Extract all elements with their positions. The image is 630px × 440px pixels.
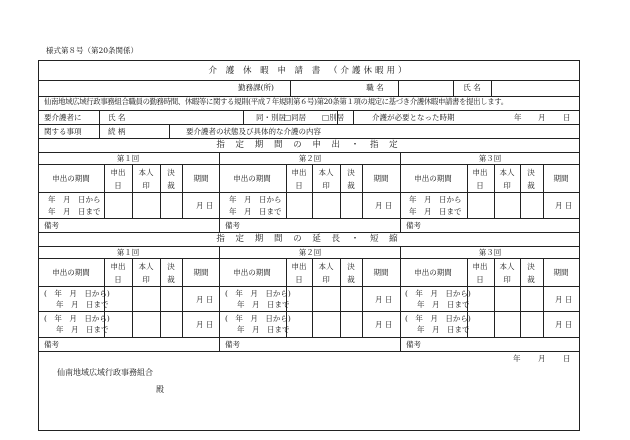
s2-r1-app-header-2: 日 (114, 275, 122, 284)
round-divider (400, 246, 401, 351)
s1-r3-self-header: 本人 (499, 168, 515, 177)
s1-r3-remarks[interactable]: 備考 (406, 221, 421, 230)
s2-r3-row2-from[interactable]: ( 年 月 日から) (405, 314, 471, 323)
s1-r2-term-header: 期間 (373, 174, 389, 183)
section-designation-title: 指 定 期 間 の 申 出 ・ 指 定 (216, 140, 402, 150)
addressee-organization: 仙南地域広域行政事務組合 (57, 368, 153, 377)
intro-statement: 仙南地域広域行政事務組合職員の勤務時間、休暇等に関する規則(平成７年規則第６号)第20条第１項の規定に基づき介護休暇申請書を提出します。 (44, 97, 508, 106)
care-relation-label: 続 柄 (108, 127, 126, 136)
section-extension-title: 指 定 期 間 の 延 長 ・ 短 縮 (216, 234, 402, 244)
s1-r1-term-value[interactable]: 月 日 (196, 201, 214, 210)
care-divider (243, 110, 244, 124)
care-name-label: 氏 名 (108, 113, 126, 122)
s2-round-2-label: 第２回 (298, 248, 322, 257)
s1-r1-from[interactable]: 年 月 日から (48, 195, 101, 204)
s2-r2-row1-term[interactable]: 月 日 (375, 295, 393, 304)
rule-s2-round-bottom (38, 258, 580, 259)
s1-r1-to[interactable]: 年 月 日まで (48, 207, 101, 216)
s2-r1-row2-from[interactable]: ( 年 月 日から) (44, 314, 110, 323)
rule-section1-bottom (38, 152, 580, 153)
round-divider (400, 152, 401, 218)
col-divider (494, 164, 495, 218)
s2-r1-row1-term[interactable]: 月 日 (196, 295, 214, 304)
s2-r1-dec-header-2: 裁 (167, 275, 175, 284)
s2-r2-row2-to[interactable]: 年 月 日まで (237, 325, 290, 334)
s1-r3-period-header: 申出の期間 (414, 174, 452, 183)
s2-r2-dec-header: 決 (347, 262, 355, 271)
s2-r3-app-header-2: 日 (476, 275, 484, 284)
col-divider (160, 164, 161, 218)
col-divider (543, 164, 544, 218)
care-divider (353, 110, 354, 124)
s2-r1-row1-to[interactable]: 年 月 日まで (56, 300, 109, 309)
s2-r3-row2-term[interactable]: 月 日 (555, 320, 573, 329)
s1-r3-self-header-2: 印 (503, 181, 511, 190)
s1-r2-dec-header: 決 (347, 168, 355, 177)
care-divider (169, 124, 170, 138)
round-divider (400, 218, 401, 232)
s1-r2-app-header: 申出 (291, 168, 307, 177)
s1-r1-self-header: 本人 (138, 168, 154, 177)
care-name-field[interactable] (130, 111, 243, 124)
s1-r2-self-header: 本人 (318, 168, 334, 177)
s1-r2-remarks[interactable]: 備考 (225, 221, 240, 230)
s2-r1-row2-term[interactable]: 月 日 (196, 320, 214, 329)
s2-r2-row2-from[interactable]: ( 年 月 日から) (225, 314, 291, 323)
s1-r3-dec-header-2: 裁 (527, 181, 535, 190)
s1-r2-to[interactable]: 年 月 日まで (229, 207, 282, 216)
rule-s1-remarks-bottom (38, 232, 580, 233)
living-same-label: 同・別居 (256, 113, 286, 122)
s1-r1-remarks[interactable]: 備考 (44, 221, 59, 230)
form-number-label: 様式第８号（第20条関係） (46, 46, 139, 55)
s2-r2-self-header-2: 印 (322, 275, 330, 284)
col-divider (543, 258, 544, 337)
s2-r2-row1-from[interactable]: ( 年 月 日から) (225, 289, 291, 298)
s2-r2-remarks[interactable]: 備考 (225, 340, 240, 349)
s1-r3-term-header: 期間 (553, 174, 569, 183)
s2-r1-self-header-2: 印 (142, 275, 150, 284)
rule-section2-bottom (38, 246, 580, 247)
col-divider (340, 258, 341, 337)
s1-r3-app-header: 申出 (472, 168, 488, 177)
care-detail-field[interactable] (337, 125, 580, 138)
applicant-name-field[interactable] (491, 81, 580, 96)
round-1-label: 第１回 (116, 154, 140, 163)
col-divider (132, 164, 133, 218)
s1-r3-term-value[interactable]: 月 日 (555, 201, 573, 210)
s2-round-1-label: 第１回 (116, 248, 140, 257)
header-divider (453, 80, 454, 96)
s2-r3-row1-to[interactable]: 年 月 日まで (417, 300, 470, 309)
s2-round-3-label: 第３回 (478, 248, 502, 257)
need-period-label: 介護が必要となった時期 (372, 113, 455, 122)
s1-r2-term-value[interactable]: 月 日 (375, 201, 393, 210)
s2-r3-row2-to[interactable]: 年 月 日まで (417, 325, 470, 334)
rule-care-bottom (38, 138, 580, 139)
col-divider (467, 164, 468, 218)
col-divider (362, 164, 363, 218)
rule-intro-bottom (38, 110, 580, 111)
s2-r3-period-header: 申出の期間 (414, 268, 452, 277)
s1-r1-term-header: 期間 (193, 174, 209, 183)
rule-s2-header-bottom (38, 286, 580, 287)
s2-r3-row1-from[interactable]: ( 年 月 日から) (405, 289, 471, 298)
round-2-label: 第２回 (298, 154, 322, 163)
rule-s2-row1-bottom (38, 311, 580, 312)
s2-r3-dec-header-2: 裁 (527, 275, 535, 284)
s1-r1-self-header-2: 印 (142, 181, 150, 190)
post-label: 職 名 (366, 83, 384, 92)
round-3-label: 第３回 (478, 154, 502, 163)
s1-r2-from[interactable]: 年 月 日から (229, 195, 282, 204)
care-detail-label: 要介護者の状態及び具体的な介護の内容 (186, 127, 321, 136)
s1-r1-dec-header: 決 (167, 168, 175, 177)
s1-r1-app-header: 申出 (110, 168, 126, 177)
form-title: 介 護 休 暇 申 請 書 （介護休暇用） (208, 66, 410, 76)
col-divider (286, 164, 287, 218)
s1-r3-to[interactable]: 年 月 日まで (409, 207, 462, 216)
s2-r1-row1-from[interactable]: ( 年 月 日から) (44, 289, 110, 298)
separate-checkbox[interactable]: □別居 (322, 113, 345, 122)
col-divider (104, 164, 105, 218)
s2-r2-term-header: 期間 (373, 268, 389, 277)
col-divider (520, 258, 521, 337)
s2-r3-self-header-2: 印 (503, 275, 511, 284)
cohabit-checkbox[interactable]: □同居 (284, 113, 307, 122)
s1-r2-dec-header-2: 裁 (347, 181, 355, 190)
rule-s1-header-bottom (38, 192, 580, 193)
s2-r2-app-header: 申出 (291, 262, 307, 271)
addressee-honorific: 殿 (156, 385, 164, 394)
s2-r1-term-header: 期間 (193, 268, 209, 277)
care-divider (99, 110, 100, 138)
s1-r3-from[interactable]: 年 月 日から (409, 195, 462, 204)
s2-r1-row2-to[interactable]: 年 月 日まで (56, 325, 109, 334)
s1-r2-app-header-2: 日 (295, 181, 303, 190)
s2-r3-term-header: 期間 (553, 268, 569, 277)
s1-r1-period-header: 申出の期間 (52, 174, 90, 183)
s1-r3-dec-header: 決 (527, 168, 535, 177)
rule-s1-data-bottom (38, 218, 580, 219)
s2-r2-app-header-2: 日 (295, 275, 303, 284)
round-divider (219, 218, 220, 232)
s1-r3-app-header-2: 日 (476, 181, 484, 190)
footer-year[interactable]: 年 (513, 354, 521, 363)
care-section-label-2: 関する事項 (44, 127, 82, 136)
col-divider (520, 164, 521, 218)
col-divider (494, 258, 495, 337)
rule-s2-row2-bottom (38, 337, 580, 338)
col-divider (362, 258, 363, 337)
round-divider (219, 246, 220, 351)
s2-r3-self-header: 本人 (499, 262, 515, 271)
col-divider (160, 258, 161, 337)
s2-r3-dec-header: 決 (527, 262, 535, 271)
s2-r3-row1-term[interactable]: 月 日 (555, 295, 573, 304)
s2-r2-self-header: 本人 (318, 262, 334, 271)
footer-month[interactable]: 月 (538, 354, 546, 363)
s1-r1-dec-header-2: 裁 (167, 181, 175, 190)
rule-s2-remarks-bottom (38, 351, 580, 352)
s2-r2-row1-to[interactable]: 年 月 日まで (237, 300, 290, 309)
s2-r2-dec-header-2: 裁 (347, 275, 355, 284)
s1-r1-app-header-2: 日 (114, 181, 122, 190)
care-section-label-1: 要介護者に (44, 113, 82, 122)
post-field[interactable] (398, 81, 453, 96)
rule-s1-round-bottom (38, 164, 580, 165)
s2-r3-remarks[interactable]: 備考 (406, 340, 421, 349)
need-month-label: 月 (538, 113, 546, 122)
col-divider (182, 164, 183, 218)
s1-r2-self-header-2: 印 (322, 181, 330, 190)
footer-day[interactable]: 日 (563, 354, 571, 363)
s2-r3-app-header: 申出 (472, 262, 488, 271)
col-divider (312, 164, 313, 218)
s2-r2-period-header: 申出の期間 (233, 268, 271, 277)
round-divider (219, 152, 220, 218)
s2-r2-row2-term[interactable]: 月 日 (375, 320, 393, 329)
col-divider (312, 258, 313, 337)
need-day-label: 日 (563, 113, 571, 122)
col-divider (132, 258, 133, 337)
s2-r1-app-header: 申出 (110, 262, 126, 271)
s2-r1-remarks[interactable]: 備考 (44, 340, 59, 349)
s2-r1-dec-header: 決 (167, 262, 175, 271)
col-divider (340, 164, 341, 218)
s2-r1-period-header: 申出の期間 (52, 268, 90, 277)
s1-r2-period-header: 申出の期間 (233, 174, 271, 183)
department-label: 勤務課(所) (238, 83, 274, 92)
department-field[interactable] (290, 81, 398, 96)
col-divider (182, 258, 183, 337)
need-year-label: 年 (514, 113, 522, 122)
name-label: 氏 名 (463, 83, 481, 92)
s2-r1-self-header: 本人 (138, 262, 154, 271)
